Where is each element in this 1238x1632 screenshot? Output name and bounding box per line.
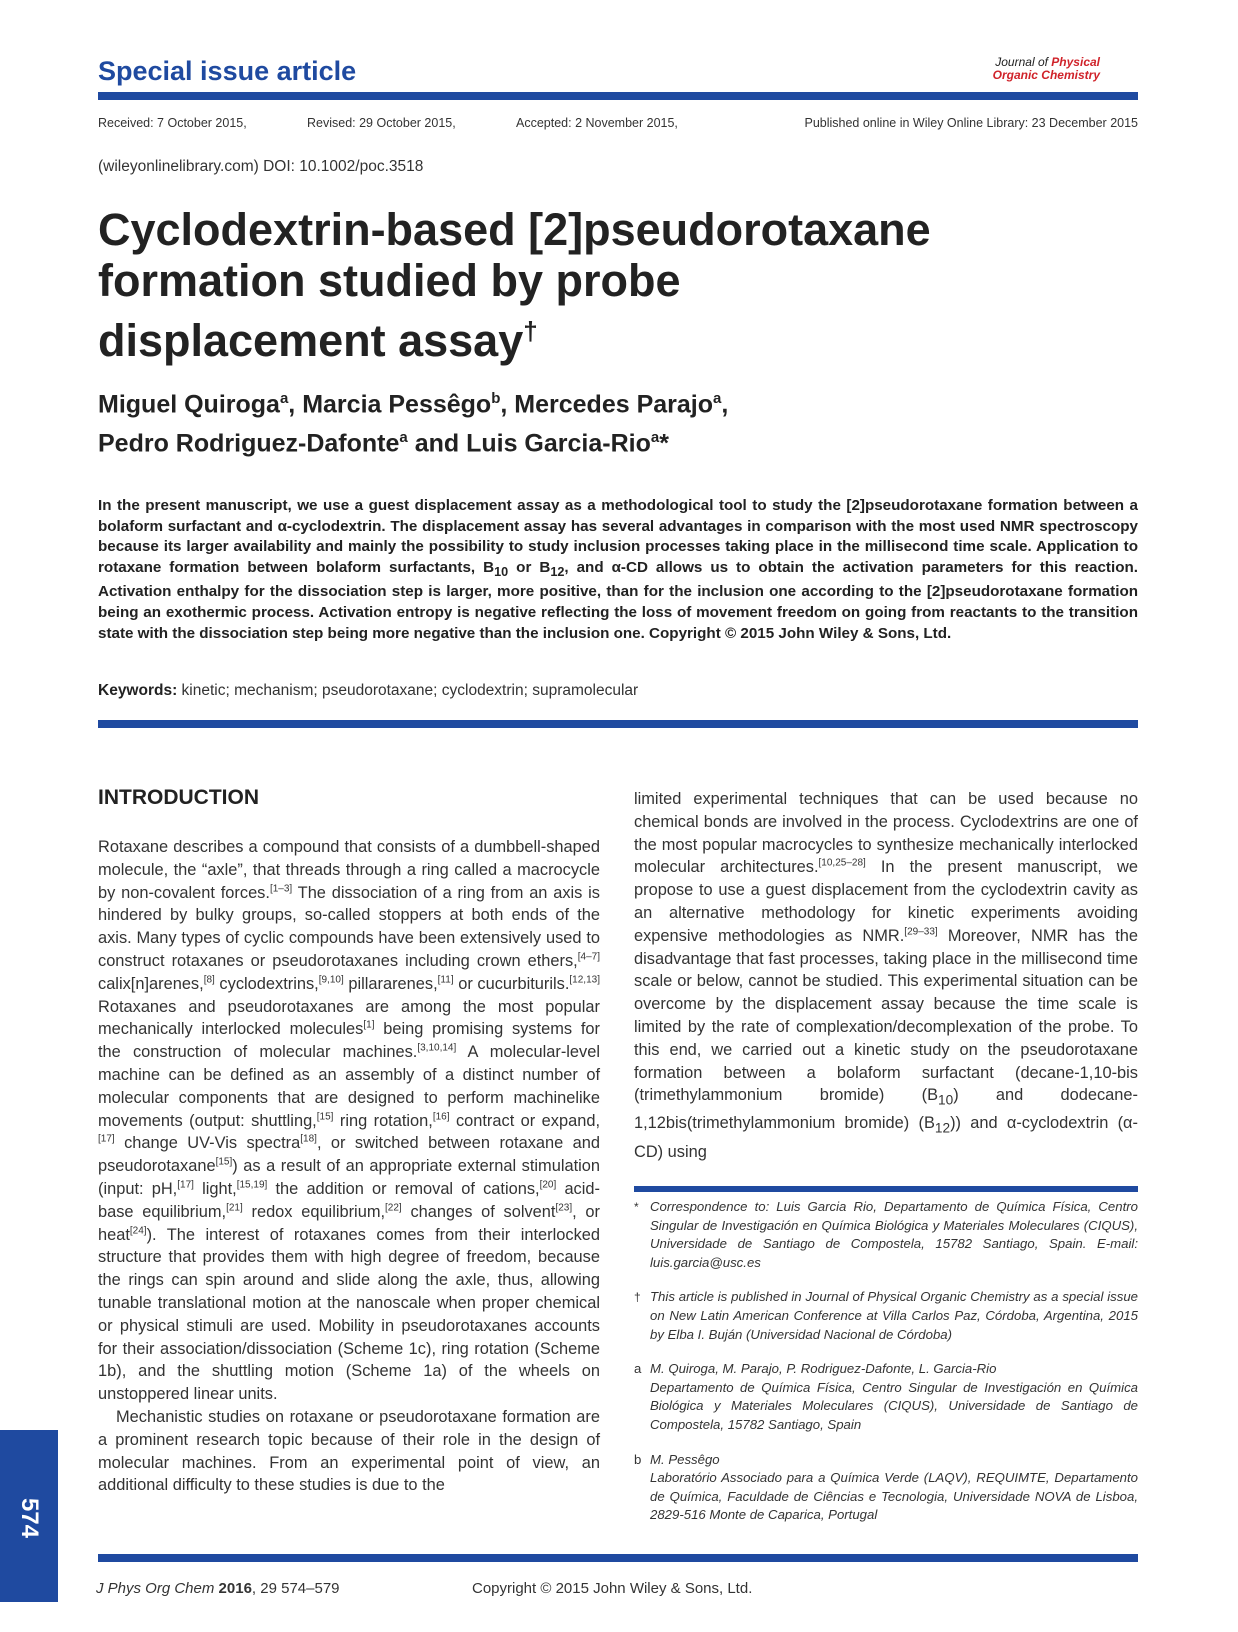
abstract-text: , and α-CD allows us to obtain the activation parameters for this reaction. Activation enthalpy for the dissociation step is larger, more positive, than for the inclusion one according to the [2]pseudorotaxane formation being an exothermic process. Activation entropy is negative reflecting the loss of movement freedom on going from reactants to the transition state with the dissociation step being more negative than the inclusion one. Copyright © 2015 John Wiley & Sons, Ltd. [98, 558, 1138, 642]
keywords-label: Keywords: [98, 682, 178, 699]
affiliation-mark: a [279, 390, 289, 407]
text: ring rotation, [333, 1111, 433, 1130]
citation[interactable]: [9,10] [318, 974, 344, 986]
title-line: displacement assay [98, 315, 524, 366]
affiliation-address: Laboratório Associado para a Química Verde (LAQV), REQUIMTE, Departamento de Química, Faculdade de Ciências e Tecnologia, Universidade NOVA de Lisboa, 2829-516 Monte de Caparica, Portugal [650, 1470, 1138, 1523]
subscript: 10 [494, 564, 509, 579]
text: Moreover, NMR has the disadvantage that fast processes, taking place in the millisecond time scale or below, cannot be studied. This experimental situation can be overcome by the displacement assay because the time scale is limited by the rate of complexation/decomplexation of the probe. To this end, we carried out a kinetic study on the pseudorotaxane formation between a bolaform surfactant (decane-1,10-bis (trimethylammonium bromide) (B [634, 926, 1138, 1105]
citation[interactable]: [15] [316, 1111, 334, 1123]
text: A molecular-level machine can be defined as an assembly of a distinct number of molecular components that are designed to perform machinelike movements (output: shuttling, [98, 1043, 600, 1130]
section-divider [98, 720, 1138, 728]
page-number-text: 574 [15, 1497, 43, 1539]
citation[interactable]: [8] [203, 974, 215, 986]
footer-divider [98, 1554, 1138, 1562]
text: redox equilibrium, [242, 1202, 386, 1221]
text: , or heat [98, 1202, 601, 1244]
page-number [0, 1478, 58, 1558]
citation[interactable]: [29–33] [904, 926, 938, 938]
journal-logo-line1b: Physical [1051, 55, 1100, 69]
text: In the present manuscript, we propose to use a guest displacement from the cyclodextrin cavity as an alternative methodology for kinetic experiments avoiding expensive methodologies as NMR. [634, 858, 1139, 945]
citation[interactable]: [16] [432, 1111, 450, 1123]
footnote-mark: * [634, 1200, 639, 1214]
paragraph: Mechanistic studies on rotaxane or pseudorotaxane formation are a prominent research topic because of their role in the design of molecular machines. From an experimental point of view, an additional difficulty to these studies is due to the [98, 1407, 600, 1495]
journal-volume: , 29 574–579 [251, 1580, 340, 1597]
text: calix[n]arenes, [98, 974, 204, 993]
author-name: Miguel Quiroga [98, 390, 280, 419]
affiliation-b [634, 1451, 1138, 1525]
subscript: 10 [938, 1092, 954, 1108]
author-name: Marcia Pessêgo [302, 390, 492, 419]
text: )) and α-cyclodextrin (α-CD) using [634, 1114, 1138, 1161]
section-heading-introduction: INTRODUCTION [98, 786, 259, 809]
article-title [98, 204, 998, 366]
author-name: Luis Garcia-Rio [466, 429, 651, 458]
text: change UV-Vis spectra [114, 1134, 301, 1153]
abstract-text: or B [508, 558, 551, 576]
header-divider [98, 92, 1138, 100]
corresponding-mark: * [659, 429, 669, 458]
text: Rotaxane describes a compound that consists of a dumbbell-shaped molecule, the “axle”, that threads through a ring called a macrocycle by non-covalent forces. [98, 838, 600, 902]
abstract-text: In the present manuscript, we use a guest displacement assay as a methodological tool to study the [2]pseudorotaxane formation between a bolaform surfactant and α-cyclodextrin. The displacement assay has several advantages in comparison with the most used NMR spectroscopy because its larger availability and mainly the possibility to study inclusion processes taking place in the millisecond time scale. Application to rotaxane formation between bolaform surfactants, B [98, 497, 1138, 576]
footnote-text: Correspondence to: Luis Garcia Rio, Departamento de Química Física, Centro Singular de Investigación en Química Biológica y Materiales Moleculares (CIQUS), Universidade de Santiago de Compostela, 15782 Santiago, Spain. E-mail: luis.garcia@usc.es [650, 1199, 1138, 1270]
citation[interactable]: [15,19] [236, 1179, 268, 1191]
footnote-divider [634, 1186, 1138, 1192]
text: limited experimental techniques that can be used because no chemical bonds are involved in the process. Cyclodextrins are one of the most popular macrocycles to synthesize mechanically interlocked molecular architectures. [634, 790, 1138, 877]
affiliation-mark: a [650, 429, 660, 447]
introduction-left-column [98, 836, 600, 1497]
text: contract or expand, [449, 1111, 600, 1130]
author-name: Mercedes Parajo [514, 390, 713, 419]
citation[interactable]: [11] [437, 974, 454, 986]
accepted-date: Accepted: 2 November 2015, [516, 116, 678, 130]
subscript: 12 [934, 1120, 951, 1136]
footer-copyright: Copyright © 2015 John Wiley & Sons, Ltd. [472, 1580, 753, 1597]
journal-logo-line1: Journal of [995, 55, 1048, 69]
affiliation-names: M. Pessêgo [650, 1451, 720, 1467]
citation[interactable]: [12,13] [569, 974, 600, 986]
text: changes of solvent [401, 1202, 556, 1221]
text: The dissociation of a ring from an axis is hindered by bulky groups, so-called stoppers at both ends of the axis. Many types of cyclic compounds have been extensively used to construct rotaxanes or pseudorotaxanes including crown ethers, [98, 883, 600, 970]
citation[interactable]: [23] [555, 1202, 573, 1214]
abstract [98, 496, 1138, 644]
citation[interactable]: [24] [129, 1225, 147, 1237]
revised-date: Revised: 29 October 2015, [307, 116, 456, 130]
correspondence-footnote [634, 1198, 1138, 1272]
journal-year: 2016 [218, 1580, 252, 1597]
author-list: Miguel Quiroga$^a$, Marcia Pessêgo$^b$, Mercedes Parajo$^a$, Pedro Rodriguez-Dafonte$^a$ and Luis Garcia-Rio$^a$* [98, 390, 729, 458]
paragraph [634, 788, 1138, 1163]
published-date: Published online in Wiley Online Library: 23 December 2015 [804, 116, 1138, 130]
citation[interactable]: [1] [363, 1019, 375, 1031]
doi-line: (wileyonlinelibrary.com) DOI: 10.1002/poc.3518 [98, 158, 424, 175]
subscript: 12 [550, 564, 565, 579]
citation[interactable]: [18] [300, 1133, 317, 1145]
introduction-right-column [634, 788, 1138, 1163]
title-footnote-mark: † [523, 316, 538, 346]
text: acid-base equilibrium, [98, 1179, 600, 1221]
journal-citation [96, 1580, 340, 1597]
text: Rotaxanes and pseudorotaxanes are among the most popular mechanically interlocked molecules [98, 997, 600, 1039]
footnote-text: This article is published in Journal of Physical Organic Chemistry as a special issue on New Latin American Conference at Villa Carlos Paz, Córdoba, Argentina, 2015 by Elba I. Buján (Universidad Nacional de Córdoba) [650, 1289, 1138, 1342]
text: light, [193, 1179, 237, 1198]
text: ) as a result of an appropriate external stimulation (input: pH, [98, 1157, 600, 1198]
citation[interactable]: [3,10,14] [417, 1042, 457, 1054]
text: the addition or removal of cations, [267, 1179, 540, 1198]
footnote-mark: † [634, 1290, 641, 1305]
affiliation-mark: a [399, 429, 408, 447]
citation[interactable]: [15] [215, 1156, 233, 1168]
paragraph [98, 836, 600, 1406]
affiliation-names: M. Quiroga, M. Parajo, P. Rodriguez-Dafonte, L. Garcia-Rio [650, 1361, 997, 1377]
keywords [98, 682, 1138, 700]
affiliation-a [634, 1360, 1138, 1434]
text: ) and dodecane-1,12bis(trimethylammonium bromide) (B [634, 1086, 1138, 1133]
footnote-mark: a [634, 1361, 642, 1377]
text: pillararenes, [343, 974, 438, 993]
footnote-mark: b [634, 1451, 642, 1467]
journal-logo-line2: Organic Chemistry [992, 68, 1100, 82]
citation[interactable]: [1–3] [269, 883, 293, 895]
special-issue-footnote [634, 1288, 1138, 1344]
text: cyclodextrins, [214, 974, 319, 993]
keywords-text: kinetic; mechanism; pseudorotaxane; cyclodextrin; supramolecular [177, 682, 639, 699]
received-date: Received: 7 October 2015, [98, 116, 247, 130]
affiliation-address: Departamento de Química Física, Centro Singular de Investigación en Química Biológica y Materiales Moleculares (CIQUS), Universidade de Santiago de Compostela, 15782 Santiago, Spain [650, 1379, 1138, 1432]
text: , or switched between rotaxane and pseudorotaxane [98, 1134, 600, 1176]
author-name: Pedro Rodriguez-Dafonte [98, 429, 400, 458]
author-conjunction: and [407, 429, 467, 458]
citation[interactable]: [17] [177, 1179, 194, 1191]
title-line: formation studied by probe [98, 255, 681, 306]
article-type-label: Special issue article [98, 56, 357, 86]
text: ). The interest of rotaxanes comes from their interlocked structure that provides them with high degree of freedom, because the rings can spin around and slide along the axle, thus, allowing tunable translational motion at the nanoscale when proper chemical or physical stimuli are used. Mobility in pseudorotaxanes accounts for their association/dissociation (Scheme 1c), ring rotation (Scheme 1b), and the shuttling motion (Scheme 1a) of the wheels on unstoppered linear units. [98, 1225, 600, 1404]
citation[interactable]: [20] [539, 1179, 557, 1191]
affiliation-mark: b [491, 390, 501, 407]
affiliation-mark: a [713, 390, 722, 407]
text: being promising systems for the construction of molecular machines. [98, 1020, 600, 1062]
journal-abbrev: J Phys Org Chem [96, 1580, 219, 1597]
title-line: Cyclodextrin-based [2]pseudorotaxane [98, 204, 931, 255]
text: or cucurbiturils. [453, 974, 570, 993]
citation[interactable]: [10,25–28] [818, 857, 866, 869]
citation[interactable]: [17] [98, 1133, 115, 1145]
footnotes [634, 1198, 1138, 1541]
citation[interactable]: [22] [385, 1202, 402, 1214]
citation[interactable]: [4–7] [577, 951, 600, 963]
journal-logo [993, 56, 1100, 82]
citation[interactable]: [21] [226, 1202, 243, 1214]
